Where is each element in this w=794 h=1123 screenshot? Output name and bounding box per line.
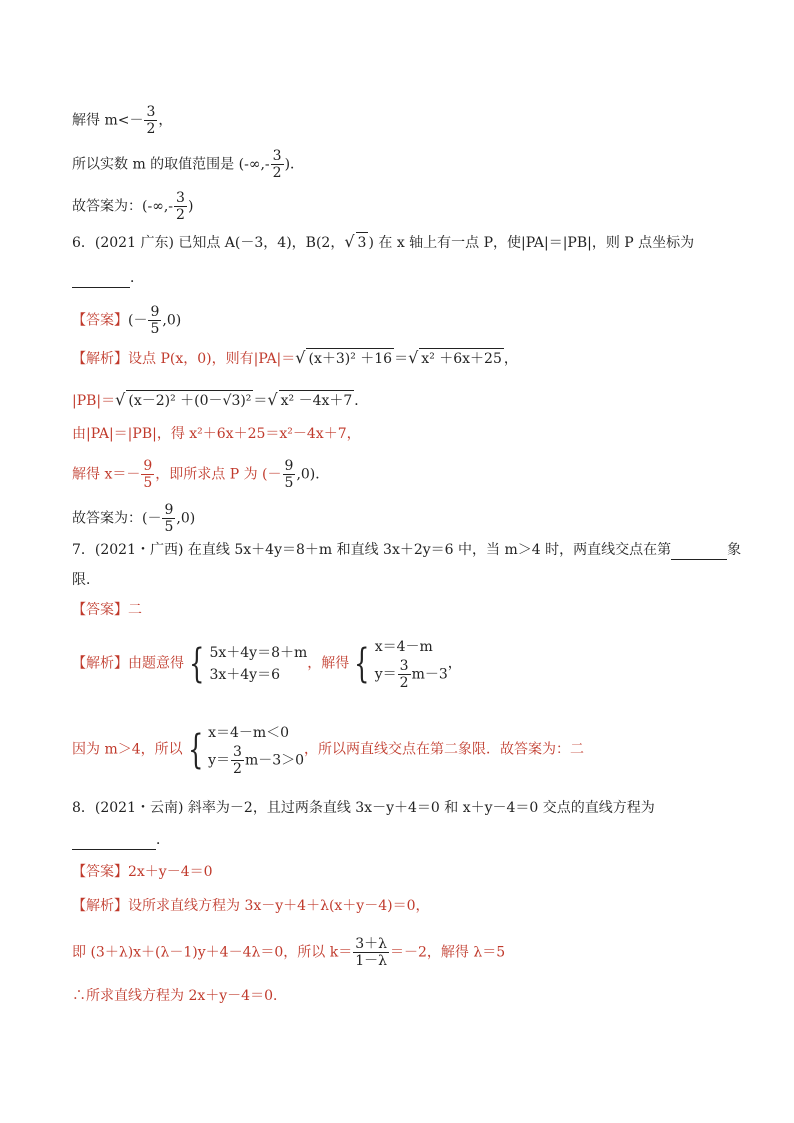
radicand: x² ＋6x＋25 [419,348,504,369]
text: ． [156,832,170,848]
question-7 [72,540,741,560]
analysis-label: 【解析】 [72,351,128,367]
text: 设所求直线方程为 3x－y＋4＋λ(x＋y－4)＝0， [128,898,430,914]
numerator: 3 [399,658,409,674]
text: ,0)． [296,466,330,483]
numerator: 9 [143,458,153,474]
equation: 5x＋4y＝8＋m [209,644,308,661]
text: ，解得 [307,655,350,672]
text: 所以实数 m 的取值范围是 (-∞,- [72,156,270,173]
text: ， [158,112,173,129]
answer-label: 【答案】 [72,312,128,329]
fraction [231,744,244,777]
radicand: (x－2)² ＋(0－√3)² [126,390,253,411]
answer-text: 二 [128,602,142,618]
denominator: 2 [176,207,185,223]
text: m－3 [411,666,448,683]
denominator: 5 [284,475,294,491]
text: y＝ [208,752,231,769]
text: 即 (3＋λ)x＋(λ－1)y＋4－4λ＝0，所以 k＝ [72,944,353,961]
text: 解得 m<－ [72,112,144,129]
fraction [148,304,161,337]
text-line [72,458,329,491]
equation-system [209,642,307,686]
denominator: 5 [143,475,153,491]
denominator: 5 [164,519,174,535]
fraction [353,936,389,969]
radicand: 3 [356,232,369,253]
sqrt-sign: √ [295,348,306,367]
question-6 [72,232,694,253]
text: ，所以两直线交点在第二象限．故答案为：二 [304,741,585,758]
fraction [271,148,284,181]
analysis-8 [72,896,430,916]
radicand: x² －4x＋7 [279,390,355,411]
text: ＝ [253,393,268,409]
fraction [174,190,187,223]
denominator: 1－λ [355,953,387,969]
text-line: ∴所求直线方程为 2x＋y－4＝0． [72,988,287,1004]
text: (－ [128,312,148,329]
text-line: 由|PA|＝|PB|，得 x²＋6x＋25＝x²－4x＋7， [72,426,361,442]
answer-blank [72,273,130,288]
numerator: 3 [176,190,185,206]
analysis-7 [72,636,462,691]
denominator: 5 [150,321,160,337]
question-text: 限． [72,572,100,588]
text: 故答案为：(－ [72,510,162,527]
fraction [162,502,175,535]
text: ,0) [162,312,182,329]
text: )． [284,156,305,173]
answer-blank [72,835,156,850]
numerator: 3 [233,744,242,760]
analysis-6 [72,348,518,369]
sqrt-sign: √ [344,232,355,251]
numerator: 3＋λ [355,936,387,952]
equation-system [208,722,304,777]
denominator: 2 [146,121,156,137]
analysis-label: 【解析】 [72,898,128,914]
sqrt-sign: √ [408,348,419,367]
fraction [398,658,411,691]
answer-label: 【答案】 [72,602,128,618]
brace: { [187,726,204,773]
text: 故答案为：(-∞,- [72,198,174,215]
equation: x＝4－m＜0 [208,725,290,741]
text: y＝ [374,666,397,683]
text-line [72,148,304,181]
answer-label: 【答案】 [72,864,128,880]
answer-6 [72,304,181,337]
equation [208,744,304,777]
fraction [144,104,157,137]
question-8: 8．(2021・云南) 斜率为－2，且过两条直线 3x－y＋4＝0 和 x＋y－4＝0 交点的直线方程为 [72,800,655,816]
sqrt-sign: √ [115,390,126,409]
denominator: 2 [399,675,409,691]
equation: x＝4－m [374,639,433,655]
equation-system [375,636,448,691]
text-line [72,190,193,223]
text-line [72,936,505,969]
equation [375,658,448,691]
text: ＝－2，解得 λ＝5 [389,944,506,961]
text: m－3＞0 [244,752,305,769]
text: 由题意得 [128,655,184,672]
text: 因为 m＞4，所以 [72,741,183,758]
brace: { [189,640,205,687]
text: ) [187,198,194,215]
question-text: 象 [727,542,742,558]
question-text: 6．(2021 广东) 已知点 A(－3，4)，B(2， [72,235,345,251]
text-line [72,722,584,777]
sqrt-sign: √ [267,390,278,409]
analysis-label: 【解析】 [72,655,128,672]
fraction [141,458,154,491]
answer-7 [72,600,142,620]
radicand: (x＋3)² ＋16 [306,348,394,369]
question-text: ) 在 x 轴上有一点 P，使|PA|＝|PB|，则 P 点坐标为 [368,235,695,251]
answer-blank-line [72,268,144,288]
numerator: 9 [164,502,174,518]
answer-blank [671,545,727,560]
text-line [72,104,172,137]
fraction [283,458,296,491]
text: ,0) [176,510,196,527]
numerator: 3 [146,104,156,120]
text: ． [130,270,144,286]
answer-8 [72,862,213,882]
text-line [72,502,195,535]
denominator: 2 [233,761,242,777]
text: 设点 P(x，0)，则有|PA|＝ [128,351,296,367]
answer-blank-line [72,830,170,850]
numerator: 3 [272,148,282,164]
brace: { [354,640,370,687]
answer-text: 2x＋y－4＝0 [128,864,213,880]
text: 解得 x＝－ [72,466,141,483]
text: |PB|＝ [72,393,116,409]
text: ， [447,655,462,672]
numerator: 9 [284,458,294,474]
question-text: 7．(2021・广西) 在直线 5x＋4y＝8＋m 和直线 3x＋2y＝6 中，当 m＞4 时，两直线交点在第 [72,542,672,558]
text: ， [503,351,518,367]
numerator: 9 [150,304,160,320]
equation: 3x＋4y＝6 [209,666,280,683]
text: ＝ [394,351,409,367]
denominator: 2 [272,165,282,181]
text: ． [354,393,369,409]
text: ，即所求点 P 为 (－ [155,466,282,483]
text-line [72,390,368,411]
